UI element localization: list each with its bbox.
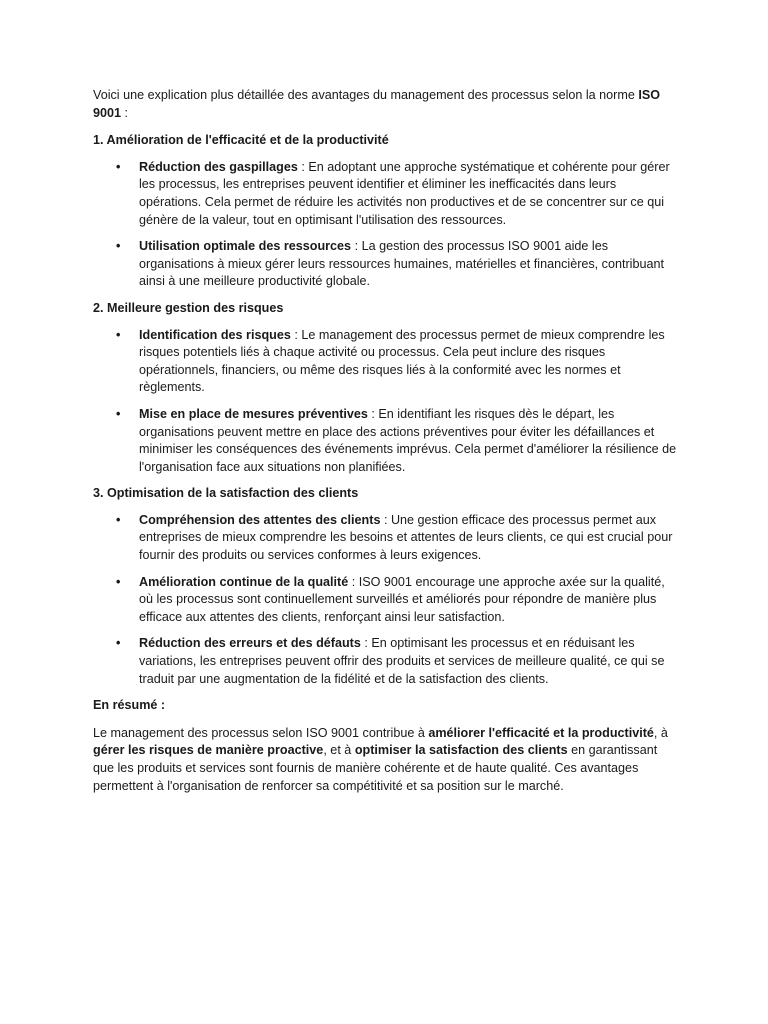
bullet-icon: • <box>116 239 121 254</box>
section-heading-efficiency: 1. Amélioration de l'efficacité et de la productivité <box>93 133 389 148</box>
item-text: : Une gestion efficace des processus permet aux entreprises de mieux comprendre les besoins et attentes de leurs clients, ce qui est crucial pour fournir des produits ou services conformes à leurs exigences. <box>139 512 673 563</box>
item-text: : La gestion des processus ISO 9001 aide les organisations à mieux gérer leurs ressources humaines, matérielles et financières, contribuant ainsi à une meilleure productivité globale. <box>139 239 664 289</box>
list-item <box>116 238 678 291</box>
summary-heading: En résumé : <box>93 698 166 713</box>
item-text: : Le management des processus permet de mieux comprendre les risques potentiels liés à chaque activité ou processus. Cela peut inclure des risques opérationnels, financiers, ou même des risques liés à la conformité avec les normes et règlements. <box>139 327 665 395</box>
summary-text: , et à <box>323 743 355 758</box>
intro-norm: ISO 9001 <box>93 88 661 120</box>
summary-text: Le management des processus selon ISO 9001 contribue à <box>93 725 429 740</box>
section-list-satisfaction <box>93 512 678 688</box>
list-item <box>116 327 678 397</box>
section-heading-risks: 2. Meilleure gestion des risques <box>93 300 284 315</box>
intro-paragraph <box>93 87 678 122</box>
summary-text: en garantissant que les produits et services sont fournis de manière cohérente et de haute qualité. Ces avantages permettent à l'organisation de renforcer sa compétitivité et sa position sur le marché. <box>93 743 658 793</box>
list-item <box>116 159 678 229</box>
summary-emphasis: optimiser la satisfaction des clients <box>354 743 568 758</box>
section-heading-satisfaction: 3. Optimisation de la satisfaction des clients <box>93 486 359 501</box>
item-text: : En optimisant les processus et en réduisant les variations, les entreprises peuvent offrir des produits et services de meilleure qualité, ce qui se traduit par une augmentation de la fidélité et de la satisfaction des clients. <box>139 636 665 686</box>
item-term: Réduction des gaspillages <box>139 159 298 174</box>
list-item <box>116 406 678 476</box>
item-term: Amélioration continue de la qualité <box>139 574 349 589</box>
item-text: : ISO 9001 encourage une approche axée sur la qualité, où les processus sont continuellement surveillés et améliorés pour répondre de manière plus efficace aux attentes des clients, renforçant ainsi leur satisfaction. <box>139 574 665 624</box>
item-text: : En adoptant une approche systématique et cohérente pour gérer les processus, les entreprises peuvent identifier et éliminer les inefficacités dans leurs opérations. Cela permet de réduire les activités non productives et de se concentrer sur ce qui génère de la valeur, tout en optimisant l'utilisation des ressources. <box>139 159 670 227</box>
intro-text: Voici une explication plus détaillée des avantages du management des processus selon la norme <box>93 88 639 102</box>
list-item <box>116 635 678 688</box>
item-term: Utilisation optimale des ressources <box>139 239 352 254</box>
summary-paragraph <box>93 725 678 795</box>
item-term: Identification des risques <box>139 327 291 342</box>
item-term: Mise en place de mesures préventives <box>139 406 368 421</box>
list-item <box>116 574 678 627</box>
summary-emphasis: améliorer l'efficacité et la productivité <box>428 725 654 740</box>
item-term: Compréhension des attentes des clients <box>139 512 381 527</box>
list-item <box>116 512 678 565</box>
summary-emphasis: gérer les risques de manière proactive <box>93 743 324 758</box>
item-text: : En identifiant les risques dès le départ, les organisations peuvent mettre en place des actions préventives pour éviter les défaillances et minimiser les conséquences des événements imprévus. Cela permet d'améliorer la résilience de l'organisation face aux situations non planifiées. <box>139 406 677 474</box>
section-list-risks <box>93 327 678 477</box>
summary-text: , à <box>653 725 668 740</box>
intro-suffix: : <box>121 105 129 120</box>
bullet-icon: • <box>116 636 121 651</box>
bullet-icon: • <box>116 512 121 527</box>
bullet-icon: • <box>116 406 121 421</box>
section-list-efficiency <box>93 159 678 291</box>
bullet-icon: • <box>116 327 121 342</box>
item-term: Réduction des erreurs et des défauts <box>139 636 361 651</box>
bullet-icon: • <box>116 574 121 589</box>
bullet-icon: • <box>116 159 121 174</box>
